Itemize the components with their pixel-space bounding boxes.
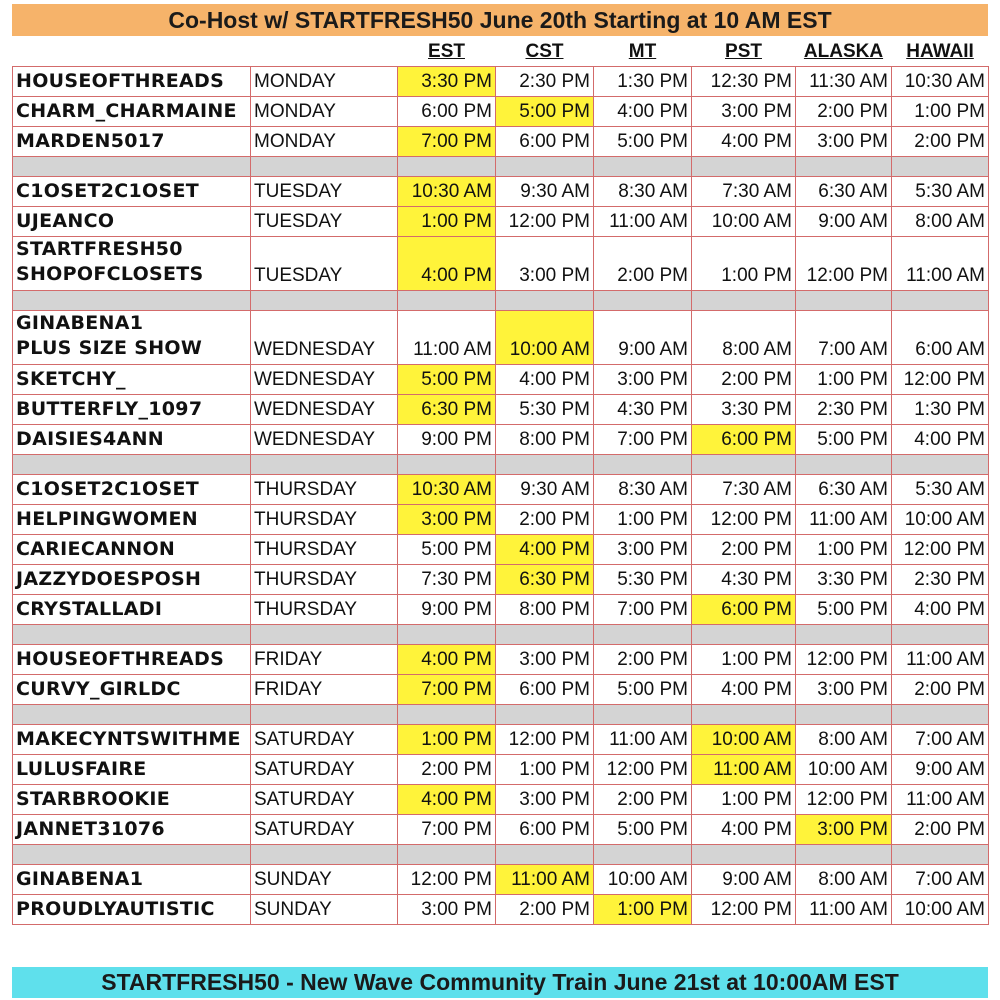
host-name: GINABENA1 — [16, 868, 144, 890]
day-cell: SATURDAY — [251, 725, 398, 755]
time-cell-alaska: 12:00 PM — [796, 785, 892, 815]
time-cell-est: 1:00 PM — [398, 725, 496, 755]
separator-cell — [594, 455, 692, 475]
time-cell-alaska: 3:00 PM — [796, 815, 892, 845]
time-cell-pst: 12:30 PM — [692, 67, 796, 97]
table-row — [13, 425, 989, 455]
time-cell-alaska: 2:00 PM — [796, 97, 892, 127]
separator-cell — [892, 455, 989, 475]
day-cell: MONDAY — [251, 127, 398, 157]
time-cell-alaska: 1:00 PM — [796, 365, 892, 395]
time-cell-hawaii: 4:00 PM — [892, 425, 989, 455]
time-cell-mt: 5:30 PM — [594, 565, 692, 595]
time-cell-pst: 6:00 PM — [692, 595, 796, 625]
table-row — [13, 675, 989, 705]
time-cell-cst: 6:00 PM — [496, 815, 594, 845]
separator-cell — [251, 705, 398, 725]
table-row — [13, 365, 989, 395]
separator-cell — [796, 845, 892, 865]
day-cell: WEDNESDAY — [251, 365, 398, 395]
day-separator — [13, 291, 989, 311]
time-cell-alaska: 5:00 PM — [796, 595, 892, 625]
host-name-cell — [13, 865, 251, 895]
column-header-est: EST — [428, 41, 465, 62]
time-cell-est: 12:00 PM — [398, 865, 496, 895]
time-cell-est: 3:00 PM — [398, 505, 496, 535]
time-cell-mt: 5:00 PM — [594, 127, 692, 157]
time-cell-cst: 5:00 PM — [496, 97, 594, 127]
time-cell-alaska: 10:00 AM — [796, 755, 892, 785]
time-cell-est: 7:30 PM — [398, 565, 496, 595]
separator-cell — [398, 705, 496, 725]
time-cell-cst: 5:30 PM — [496, 395, 594, 425]
day-separator — [13, 455, 989, 475]
time-cell-mt: 12:00 PM — [594, 755, 692, 785]
time-cell-est: 3:00 PM — [398, 895, 496, 925]
host-name-cell — [13, 815, 251, 845]
time-cell-cst: 1:00 PM — [496, 755, 594, 785]
day-cell: SATURDAY — [251, 785, 398, 815]
time-cell-cst: 6:30 PM — [496, 565, 594, 595]
time-cell-hawaii: 4:00 PM — [892, 595, 989, 625]
separator-cell — [13, 625, 251, 645]
time-cell-hawaii: 2:00 PM — [892, 127, 989, 157]
time-cell-est: 9:00 PM — [398, 595, 496, 625]
day-cell: SATURDAY — [251, 755, 398, 785]
time-cell-mt: 5:00 PM — [594, 815, 692, 845]
time-cell-est: 4:00 PM — [398, 237, 496, 291]
time-cell-hawaii: 2:00 PM — [892, 675, 989, 705]
host-name-cell — [13, 725, 251, 755]
time-cell-hawaii: 7:00 AM — [892, 725, 989, 755]
table-row — [13, 395, 989, 425]
separator-cell — [692, 625, 796, 645]
day-separator — [13, 625, 989, 645]
time-cell-pst: 11:00 AM — [692, 755, 796, 785]
host-name: HOUSEOFTHREADS — [16, 648, 225, 670]
time-cell-hawaii: 1:00 PM — [892, 97, 989, 127]
table-row — [13, 475, 989, 505]
host-name-cell — [13, 97, 251, 127]
separator-cell — [796, 705, 892, 725]
header-blank-name — [13, 38, 251, 67]
time-cell-mt: 5:00 PM — [594, 675, 692, 705]
time-cell-mt: 1:00 PM — [594, 505, 692, 535]
table-row — [13, 595, 989, 625]
time-cell-mt: 2:00 PM — [594, 237, 692, 291]
time-cell-alaska: 2:30 PM — [796, 395, 892, 425]
host-name: MAKECYNTSWITHME — [16, 728, 241, 750]
host-name: HOUSEOFTHREADS — [16, 70, 225, 92]
separator-cell — [251, 157, 398, 177]
host-name-cell — [13, 127, 251, 157]
time-cell-cst: 2:30 PM — [496, 67, 594, 97]
time-cell-est: 7:00 PM — [398, 127, 496, 157]
time-cell-alaska: 3:30 PM — [796, 565, 892, 595]
column-header-cst: CST — [525, 41, 564, 62]
separator-cell — [594, 625, 692, 645]
time-cell-pst: 1:00 PM — [692, 237, 796, 291]
time-cell-alaska: 6:30 AM — [796, 177, 892, 207]
separator-cell — [692, 291, 796, 311]
separator-cell — [496, 705, 594, 725]
separator-cell — [496, 625, 594, 645]
host-name-cell — [13, 505, 251, 535]
host-name-cell — [13, 207, 251, 237]
time-cell-est: 5:00 PM — [398, 535, 496, 565]
time-cell-pst: 4:00 PM — [692, 815, 796, 845]
time-cell-mt: 9:00 AM — [594, 311, 692, 365]
host-name-cell — [13, 755, 251, 785]
separator-cell — [496, 845, 594, 865]
separator-cell — [398, 291, 496, 311]
separator-cell — [692, 845, 796, 865]
time-cell-pst: 12:00 PM — [692, 505, 796, 535]
table-row — [13, 97, 989, 127]
separator-cell — [251, 291, 398, 311]
time-cell-hawaii: 5:30 AM — [892, 475, 989, 505]
time-cell-est: 2:00 PM — [398, 755, 496, 785]
time-cell-pst: 4:30 PM — [692, 565, 796, 595]
separator-cell — [892, 291, 989, 311]
time-cell-est: 10:30 AM — [398, 177, 496, 207]
day-cell: TUESDAY — [251, 237, 398, 291]
host-name-cell — [13, 475, 251, 505]
separator-cell — [692, 455, 796, 475]
day-cell: SATURDAY — [251, 815, 398, 845]
host-name: HELPINGWOMEN — [16, 508, 198, 530]
time-cell-est: 1:00 PM — [398, 207, 496, 237]
time-cell-hawaii: 5:30 AM — [892, 177, 989, 207]
separator-cell — [13, 455, 251, 475]
host-name: DAISIES4ANN — [16, 428, 164, 450]
day-separator — [13, 705, 989, 725]
time-cell-alaska: 11:00 AM — [796, 895, 892, 925]
time-cell-cst: 12:00 PM — [496, 207, 594, 237]
host-name-cell — [13, 395, 251, 425]
time-cell-pst: 9:00 AM — [692, 865, 796, 895]
host-name: UJEANCO — [16, 210, 115, 232]
day-cell: THURSDAY — [251, 475, 398, 505]
host-name: CHARM_CHARMAINE — [16, 100, 237, 122]
column-header-mt: MT — [628, 41, 657, 62]
time-cell-pst: 2:00 PM — [692, 535, 796, 565]
time-cell-hawaii: 9:00 AM — [892, 755, 989, 785]
time-cell-pst: 12:00 PM — [692, 895, 796, 925]
day-cell: WEDNESDAY — [251, 311, 398, 365]
time-cell-est: 4:00 PM — [398, 785, 496, 815]
time-cell-hawaii: 1:30 PM — [892, 395, 989, 425]
time-cell-hawaii: 7:00 AM — [892, 865, 989, 895]
host-name: CARIECANNON — [16, 538, 176, 560]
time-cell-mt: 8:30 AM — [594, 177, 692, 207]
separator-cell — [892, 625, 989, 645]
separator-cell — [13, 705, 251, 725]
time-cell-alaska: 11:30 AM — [796, 67, 892, 97]
separator-cell — [13, 845, 251, 865]
time-cell-cst: 9:30 AM — [496, 475, 594, 505]
table-row — [13, 127, 989, 157]
time-cell-hawaii: 12:00 PM — [892, 535, 989, 565]
time-cell-cst: 12:00 PM — [496, 725, 594, 755]
time-cell-hawaii: 12:00 PM — [892, 365, 989, 395]
host-name-cell — [13, 645, 251, 675]
day-cell: WEDNESDAY — [251, 425, 398, 455]
separator-cell — [796, 625, 892, 645]
separator-cell — [594, 291, 692, 311]
host-name: CURVY_GIRLDC — [16, 678, 181, 700]
time-cell-alaska: 1:00 PM — [796, 535, 892, 565]
time-cell-est: 7:00 PM — [398, 675, 496, 705]
day-cell: SUNDAY — [251, 865, 398, 895]
time-cell-pst: 8:00 AM — [692, 311, 796, 365]
time-cell-alaska: 8:00 AM — [796, 725, 892, 755]
time-cell-cst: 8:00 PM — [496, 595, 594, 625]
host-name-cell — [13, 895, 251, 925]
time-cell-hawaii: 8:00 AM — [892, 207, 989, 237]
time-cell-cst: 6:00 PM — [496, 127, 594, 157]
time-cell-mt: 7:00 PM — [594, 595, 692, 625]
host-name: LULUSFAIRE — [16, 758, 147, 780]
host-name-cell — [13, 595, 251, 625]
separator-cell — [594, 705, 692, 725]
time-cell-est: 10:30 AM — [398, 475, 496, 505]
host-name: STARBROOKIE — [16, 788, 170, 810]
day-cell: THURSDAY — [251, 505, 398, 535]
time-cell-est: 6:30 PM — [398, 395, 496, 425]
time-cell-pst: 10:00 AM — [692, 207, 796, 237]
time-cell-pst: 7:30 AM — [692, 177, 796, 207]
time-cell-pst: 3:00 PM — [692, 97, 796, 127]
time-cell-hawaii: 11:00 AM — [892, 237, 989, 291]
day-separator — [13, 157, 989, 177]
day-cell: THURSDAY — [251, 565, 398, 595]
host-name: PLUS SIZE SHOW — [16, 337, 203, 359]
time-cell-cst: 3:00 PM — [496, 645, 594, 675]
separator-cell — [892, 705, 989, 725]
time-cell-pst: 1:00 PM — [692, 645, 796, 675]
table-row — [13, 755, 989, 785]
table-row — [13, 535, 989, 565]
host-name-cell — [13, 365, 251, 395]
separator-cell — [251, 455, 398, 475]
table-row — [13, 207, 989, 237]
schedule-body — [13, 67, 989, 925]
time-cell-mt: 1:30 PM — [594, 67, 692, 97]
host-name: C1OSET2C1OSET — [16, 478, 199, 500]
time-cell-pst: 3:30 PM — [692, 395, 796, 425]
time-cell-cst: 10:00 AM — [496, 311, 594, 365]
time-cell-mt: 10:00 AM — [594, 865, 692, 895]
time-cell-hawaii: 2:00 PM — [892, 815, 989, 845]
separator-cell — [594, 845, 692, 865]
separator-cell — [496, 157, 594, 177]
separator-cell — [594, 157, 692, 177]
time-cell-est: 7:00 PM — [398, 815, 496, 845]
day-cell: THURSDAY — [251, 535, 398, 565]
table-row — [13, 815, 989, 845]
host-name: CRYSTALLADI — [16, 598, 163, 620]
time-cell-alaska: 7:00 AM — [796, 311, 892, 365]
host-name-cell — [13, 675, 251, 705]
column-header-alaska: ALASKA — [803, 41, 884, 62]
separator-cell — [13, 291, 251, 311]
time-cell-pst: 6:00 PM — [692, 425, 796, 455]
time-cell-mt: 11:00 AM — [594, 207, 692, 237]
table-row — [13, 725, 989, 755]
day-cell: FRIDAY — [251, 645, 398, 675]
host-name-cell — [13, 237, 251, 291]
separator-cell — [692, 705, 796, 725]
host-name-cell — [13, 67, 251, 97]
time-cell-alaska: 9:00 AM — [796, 207, 892, 237]
host-name: BUTTERFLY_1097 — [16, 398, 203, 420]
time-cell-hawaii: 10:30 AM — [892, 67, 989, 97]
time-cell-hawaii: 11:00 AM — [892, 785, 989, 815]
time-cell-pst: 1:00 PM — [692, 785, 796, 815]
time-cell-pst: 10:00 AM — [692, 725, 796, 755]
separator-cell — [892, 157, 989, 177]
time-cell-est: 6:00 PM — [398, 97, 496, 127]
column-header-pst: PST — [725, 41, 762, 62]
schedule-table — [12, 38, 989, 925]
host-name: STARTFRESH50 — [16, 238, 183, 260]
table-row — [13, 895, 989, 925]
host-name: MARDEN5017 — [16, 130, 165, 152]
time-cell-cst: 3:00 PM — [496, 785, 594, 815]
table-row — [13, 237, 989, 291]
header-row — [13, 38, 989, 67]
time-cell-mt: 3:00 PM — [594, 365, 692, 395]
day-cell: WEDNESDAY — [251, 395, 398, 425]
table-row — [13, 865, 989, 895]
host-name: SKETCHY_ — [16, 368, 126, 390]
time-cell-est: 4:00 PM — [398, 645, 496, 675]
schedule-footer: STARTFRESH50 - New Wave Community Train June 21st at 10:00AM EST — [12, 967, 988, 998]
host-name-cell — [13, 177, 251, 207]
time-cell-alaska: 6:30 AM — [796, 475, 892, 505]
separator-cell — [796, 157, 892, 177]
time-cell-cst: 8:00 PM — [496, 425, 594, 455]
time-cell-alaska: 12:00 PM — [796, 237, 892, 291]
time-cell-mt: 11:00 AM — [594, 725, 692, 755]
host-name: SHOPOFCLOSETS — [16, 263, 204, 285]
table-row — [13, 311, 989, 365]
day-cell: FRIDAY — [251, 675, 398, 705]
time-cell-hawaii: 10:00 AM — [892, 505, 989, 535]
host-name-cell — [13, 565, 251, 595]
separator-cell — [796, 291, 892, 311]
time-cell-cst: 4:00 PM — [496, 365, 594, 395]
time-cell-mt: 4:00 PM — [594, 97, 692, 127]
time-cell-pst: 7:30 AM — [692, 475, 796, 505]
column-header-hawaii: HAWAII — [906, 41, 974, 62]
time-cell-pst: 4:00 PM — [692, 675, 796, 705]
day-cell: SUNDAY — [251, 895, 398, 925]
time-cell-est: 11:00 AM — [398, 311, 496, 365]
time-cell-mt: 8:30 AM — [594, 475, 692, 505]
host-name: C1OSET2C1OSET — [16, 180, 199, 202]
day-cell: MONDAY — [251, 97, 398, 127]
table-row — [13, 565, 989, 595]
time-cell-cst: 9:30 AM — [496, 177, 594, 207]
time-cell-alaska: 11:00 AM — [796, 505, 892, 535]
time-cell-cst: 3:00 PM — [496, 237, 594, 291]
host-name-cell — [13, 311, 251, 365]
separator-cell — [398, 157, 496, 177]
separator-cell — [398, 625, 496, 645]
day-cell: MONDAY — [251, 67, 398, 97]
time-cell-hawaii: 6:00 AM — [892, 311, 989, 365]
time-cell-pst: 4:00 PM — [692, 127, 796, 157]
time-cell-mt: 1:00 PM — [594, 895, 692, 925]
time-cell-mt: 7:00 PM — [594, 425, 692, 455]
time-cell-mt: 4:30 PM — [594, 395, 692, 425]
table-row — [13, 177, 989, 207]
host-name-cell — [13, 535, 251, 565]
day-separator — [13, 845, 989, 865]
separator-cell — [398, 845, 496, 865]
host-name-cell — [13, 785, 251, 815]
host-name: PROUDLYAUTISTIC — [16, 898, 215, 920]
schedule-title: Co-Host w/ STARTFRESH50 June 20th Starting at 10 AM EST — [12, 4, 988, 36]
day-cell: TUESDAY — [251, 177, 398, 207]
separator-cell — [251, 845, 398, 865]
time-cell-cst: 4:00 PM — [496, 535, 594, 565]
time-cell-alaska: 5:00 PM — [796, 425, 892, 455]
table-row — [13, 505, 989, 535]
time-cell-est: 9:00 PM — [398, 425, 496, 455]
time-cell-est: 3:30 PM — [398, 67, 496, 97]
time-cell-cst: 2:00 PM — [496, 505, 594, 535]
time-cell-cst: 2:00 PM — [496, 895, 594, 925]
time-cell-mt: 3:00 PM — [594, 535, 692, 565]
day-cell: TUESDAY — [251, 207, 398, 237]
time-cell-alaska: 12:00 PM — [796, 645, 892, 675]
time-cell-est: 5:00 PM — [398, 365, 496, 395]
separator-cell — [892, 845, 989, 865]
time-cell-hawaii: 10:00 AM — [892, 895, 989, 925]
time-cell-mt: 2:00 PM — [594, 645, 692, 675]
table-row — [13, 645, 989, 675]
time-cell-alaska: 3:00 PM — [796, 675, 892, 705]
host-name: GINABENA1 — [16, 312, 144, 334]
time-cell-mt: 2:00 PM — [594, 785, 692, 815]
separator-cell — [496, 291, 594, 311]
time-cell-hawaii: 11:00 AM — [892, 645, 989, 675]
table-row — [13, 785, 989, 815]
header-blank-day — [251, 38, 398, 67]
separator-cell — [398, 455, 496, 475]
day-cell: THURSDAY — [251, 595, 398, 625]
separator-cell — [251, 625, 398, 645]
separator-cell — [796, 455, 892, 475]
separator-cell — [13, 157, 251, 177]
time-cell-alaska: 3:00 PM — [796, 127, 892, 157]
host-name: JAZZYDOESPOSH — [16, 568, 202, 590]
separator-cell — [496, 455, 594, 475]
table-row — [13, 67, 989, 97]
host-name-cell — [13, 425, 251, 455]
time-cell-cst: 11:00 AM — [496, 865, 594, 895]
time-cell-pst: 2:00 PM — [692, 365, 796, 395]
time-cell-alaska: 8:00 AM — [796, 865, 892, 895]
separator-cell — [692, 157, 796, 177]
time-cell-cst: 6:00 PM — [496, 675, 594, 705]
host-name: JANNET31076 — [16, 818, 165, 840]
time-cell-hawaii: 2:30 PM — [892, 565, 989, 595]
